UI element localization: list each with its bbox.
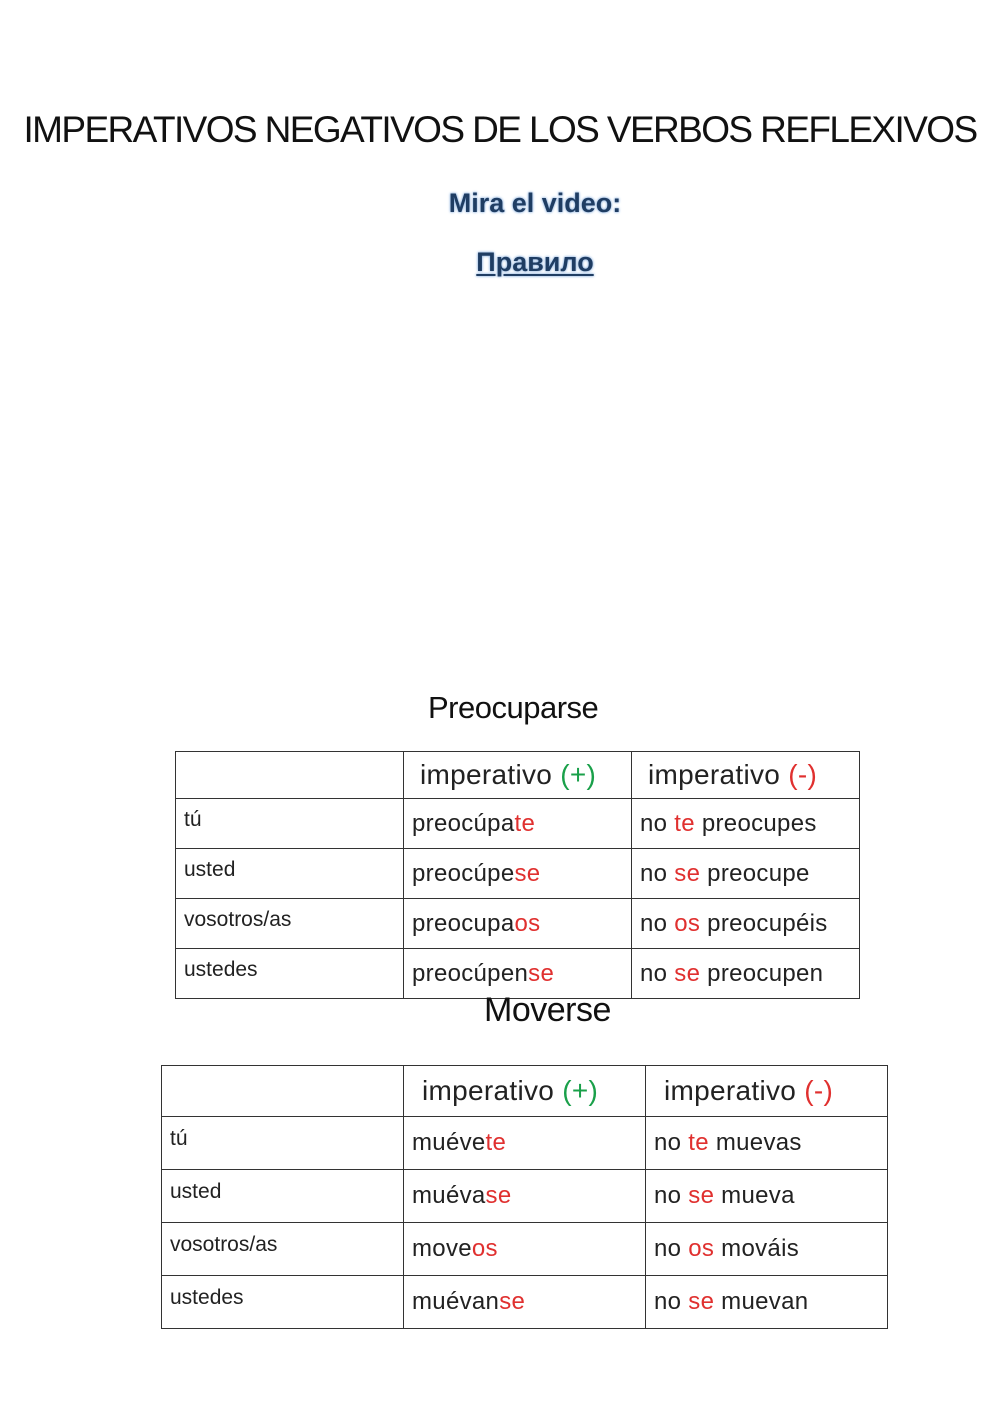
table-row [176,899,860,949]
person-cell: usted [162,1170,404,1223]
person-cell: tú [162,1117,404,1170]
header-positive: imperativo (+) [404,1066,646,1117]
table-row [176,849,860,899]
negative-form-cell: no se preocupe [632,849,860,899]
negative-form-cell: no se muevan [646,1276,888,1329]
rule-link-wrapper [70,244,1000,280]
verb-title-moverse: Moverse [484,991,611,1029]
header-positive: imperativo (+) [404,752,632,799]
header-negative: imperativo (-) [646,1066,888,1117]
table-row [162,1276,888,1329]
person-cell: ustedes [162,1276,404,1329]
page-title: IMPERATIVOS NEGATIVOS DE LOS VERBOS REFLEXIVOS [23,109,977,150]
positive-form-cell: preocupaos [404,899,632,949]
table-header-row [176,752,860,799]
header-empty-cell [176,752,404,799]
person-cell: vosotros/as [176,899,404,949]
negative-form-cell: no se mueva [646,1170,888,1223]
negative-form-cell: no te muevas [646,1117,888,1170]
positive-form-cell: muévete [404,1117,646,1170]
rule-link[interactable]: Правило [476,247,594,277]
negative-form-cell: no te preocupes [632,799,860,849]
negative-form-cell: no os mováis [646,1223,888,1276]
header-empty-cell [162,1066,404,1117]
table-row [162,1223,888,1276]
positive-form-cell: preocúpese [404,849,632,899]
table-header-row [162,1066,888,1117]
video-instruction: Mira el video: [448,188,622,218]
negative-form-cell: no se preocupen [632,949,860,999]
conjugation-table-moverse [161,1065,888,1329]
person-cell: vosotros/as [162,1223,404,1276]
positive-form-cell: preocúpate [404,799,632,849]
table-row [162,1170,888,1223]
table-row [176,799,860,849]
video-embed-area[interactable] [170,300,870,670]
positive-sign: (+) [560,759,597,790]
header-negative: imperativo (-) [632,752,860,799]
person-cell: tú [176,799,404,849]
conjugation-table-preocuparse [175,751,860,999]
negative-sign: (-) [804,1075,834,1106]
negative-sign: (-) [788,759,818,790]
person-cell: usted [176,849,404,899]
positive-form-cell: preocúpense [404,949,632,999]
verb-title-preocuparse: Preocuparse [428,690,599,725]
negative-form-cell: no os preocupéis [632,899,860,949]
positive-sign: (+) [562,1075,599,1106]
positive-form-cell: muévase [404,1170,646,1223]
positive-form-cell: muévanse [404,1276,646,1329]
table-row [162,1117,888,1170]
person-cell: ustedes [176,949,404,999]
positive-form-cell: moveos [404,1223,646,1276]
